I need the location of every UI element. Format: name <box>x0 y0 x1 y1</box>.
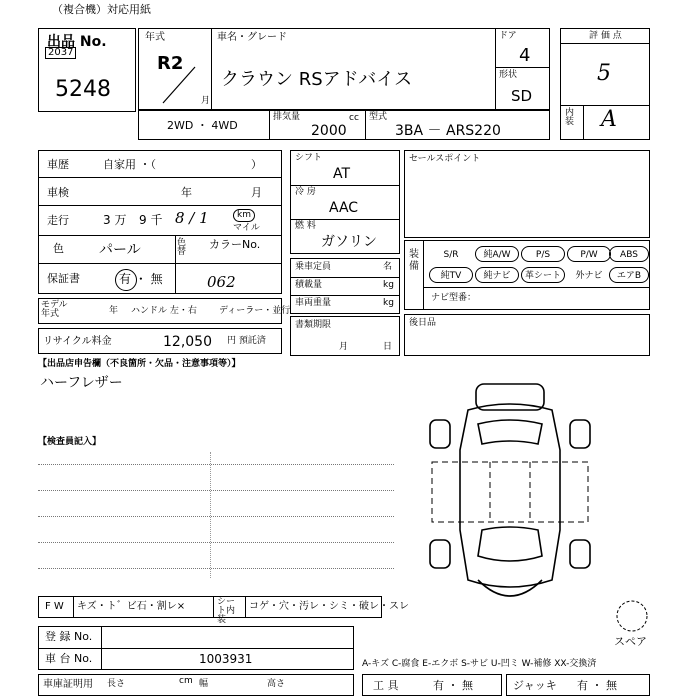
capacity-weight-unit: kg <box>383 298 394 308</box>
doc-deadline-day: 日 <box>383 342 393 352</box>
model-year-handle: ハンドル 左・右 <box>131 306 197 316</box>
inspection-year: 年 <box>181 186 192 199</box>
garage-label: 車庫証明用 <box>43 679 93 690</box>
history-value: 自家用 ・（ <box>103 158 156 171</box>
score-value: 5 <box>597 61 611 86</box>
interior-label: 内装 <box>565 108 575 127</box>
doors-value: 4 <box>519 45 531 66</box>
chassis-value: 1003931 <box>199 652 253 666</box>
garage-height: 高さ <box>267 679 286 689</box>
color-no-label: カラーNo. <box>209 238 261 251</box>
displacement-unit: cc <box>349 113 359 123</box>
color-value: パール <box>99 242 141 258</box>
garage-length-cm: cm <box>179 676 193 686</box>
history-block <box>38 150 282 294</box>
capacity-seats-unit: 名 <box>383 262 393 272</box>
recycle-unit: 円 預託済 <box>227 336 266 346</box>
model-name: クラウン RSアドバイス <box>221 69 413 90</box>
later-items-label: 後日品 <box>409 318 437 328</box>
form-header: （複合機）対応用紙 <box>52 3 151 16</box>
displacement-value: 2000 <box>311 123 347 139</box>
navi-model-label: ナビ型番： <box>431 293 477 303</box>
equip-aftermarket-navi: 外ナビ <box>575 271 603 281</box>
capacity-box <box>290 258 400 314</box>
jack-options: 有 ・ 無 <box>577 679 617 692</box>
tools-label: 工 具 <box>373 679 399 692</box>
drive-label: 2WD ・ 4WD <box>167 119 238 132</box>
equip-power-steering: P/S <box>521 246 565 262</box>
damage-legend: A-キズ C-腐食 E-エクボ S-サビ U-凹ミ W-補修 XX-交換済 <box>362 659 597 669</box>
jack-label: ジャッキ <box>513 679 557 692</box>
recycle-value: 12,050 <box>163 334 212 350</box>
year-slash-icon <box>159 65 199 105</box>
spare-tire-icon <box>614 598 650 634</box>
equip-alloy-wheels: 純A/W <box>475 246 519 262</box>
doors-label: ドア <box>499 31 517 41</box>
sales-point-box <box>404 150 650 238</box>
shift-label: シフト <box>295 153 323 163</box>
interior-value: A <box>601 107 617 132</box>
seat-label: シート内装 <box>217 597 236 625</box>
ac-value: AAC <box>329 200 359 216</box>
color-no-value: 062 <box>207 273 236 291</box>
equip-airbag: エアB <box>609 267 649 283</box>
model-year-dealer: ディーラー・並行 <box>219 306 291 316</box>
body-type-label: 形状 <box>499 70 518 80</box>
mileage-mile: マイル <box>233 223 260 233</box>
type-label: 型式 <box>369 112 388 122</box>
mileage-handwritten: 8 / 1 <box>175 209 209 227</box>
equip-navi: 純ナビ <box>475 267 519 283</box>
tools-options: 有 ・ 無 <box>433 679 473 692</box>
lot-number: 5248 <box>55 77 111 102</box>
equip-leather-seats: 革シート <box>521 267 565 283</box>
history-label: 車歴 <box>47 158 69 171</box>
color-label: 色 <box>53 242 64 255</box>
lot-box <box>38 28 136 112</box>
garage-length: 長さ <box>107 679 126 689</box>
doc-deadline-month: 月 <box>339 342 349 352</box>
model-label: 車名・グレード <box>217 32 287 43</box>
color-change-label: 色替 <box>177 238 187 257</box>
fuel-value: ガソリン <box>321 234 377 250</box>
doc-deadline-label: 書類期限 <box>295 320 332 330</box>
model-year-label: モデル年式 <box>41 300 68 319</box>
drive-row <box>138 110 550 140</box>
year-era: R2 <box>157 53 184 74</box>
lot-small-number: 2037 <box>45 47 76 59</box>
equip-tv: 純TV <box>429 267 473 283</box>
model-year-year: 年 <box>109 306 119 316</box>
doc-deadline-box <box>290 316 400 356</box>
tools-box <box>362 674 502 696</box>
notes-label: 【出品店申告欄（不良箇所・欠品・注意事項等）】 <box>38 359 241 369</box>
drivetrain-box <box>290 150 400 254</box>
spare-label: スペア <box>614 635 647 648</box>
vehicle-header-box <box>138 28 550 110</box>
fw-row <box>38 596 409 625</box>
equipment-label: 装備 <box>409 249 419 272</box>
car-damage-diagram <box>410 380 610 620</box>
later-items-box <box>404 314 650 356</box>
sales-point-label: セールスポイント <box>409 154 481 164</box>
notes-value: ハーフレザー <box>40 375 123 391</box>
equip-abs: ABS <box>609 246 649 262</box>
shift-value: AT <box>333 166 351 182</box>
fw-label: F W <box>45 601 64 612</box>
history-close: ） <box>251 158 262 171</box>
displacement-label: 排気量 <box>273 112 301 122</box>
recycle-label: リサイクル料金 <box>43 336 112 347</box>
inspector-label: 【検査員記入】 <box>38 437 102 447</box>
garage-width: 幅 <box>199 679 209 689</box>
inspection-month: 月 <box>251 186 262 199</box>
fw-items: キズ・ト゛ビ石・割レ× <box>77 601 186 612</box>
year-month-label: 月 <box>201 96 211 106</box>
equip-sr: S/R <box>443 250 459 260</box>
warranty-label: 保証書 <box>47 272 80 285</box>
registration-box <box>38 626 354 670</box>
registration-label: 登 録 No. <box>45 630 93 643</box>
capacity-seats-label: 乗車定員 <box>295 262 332 272</box>
capacity-weight-label: 車両重量 <box>295 298 332 308</box>
body-type-value: SD <box>511 87 533 105</box>
chassis-label: 車 台 No. <box>45 652 93 665</box>
warranty-circle-mark <box>115 269 137 291</box>
capacity-load-unit: kg <box>383 280 394 290</box>
mileage-km: km <box>233 209 255 222</box>
mileage-man: 3 万 <box>103 213 127 227</box>
recycle-row <box>38 328 282 354</box>
warranty-options: 有 ・ 無 <box>119 272 163 286</box>
mileage-label: 走行 <box>47 214 69 227</box>
year-label: 年式 <box>145 32 165 43</box>
type-value: 3BA － ARS220 <box>395 123 501 139</box>
model-year-row <box>38 298 291 324</box>
score-box <box>560 28 650 140</box>
lot-label: 出品 No. <box>47 34 107 50</box>
ac-label: 冷 房 <box>295 187 316 197</box>
score-label: 評 価 点 <box>589 31 622 41</box>
inspection-label: 車検 <box>47 186 69 199</box>
mileage-sen: 9 千 <box>139 213 163 227</box>
seat-items: コゲ・穴・汚レ・シミ・破レ・スレ <box>249 601 409 612</box>
fuel-label: 燃 料 <box>295 221 316 231</box>
jack-box <box>506 674 650 696</box>
equip-power-windows: P/W <box>567 246 611 262</box>
equipment-box <box>404 240 650 310</box>
garage-box <box>38 674 354 696</box>
capacity-load-label: 積載量 <box>295 280 323 290</box>
